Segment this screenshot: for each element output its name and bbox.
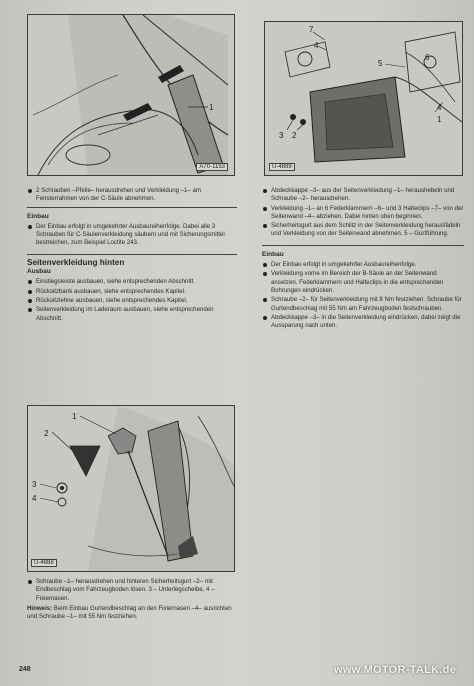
page-number: 248	[19, 666, 31, 673]
divider	[27, 254, 237, 255]
list-item: Schraube –2– für Seitenverkleidung mit 8 Nm festziehen. Schraube für Gurtendbeschlag mit 55 Nm am Fahrzeugboden festschrauben.	[262, 296, 464, 313]
list-item: Abdeckkappe –3– aus der Seitenverkleidung –1– heraushebeln und Schraube –2– herausdrehen.	[262, 187, 464, 204]
callout-6: 6	[425, 53, 430, 62]
figure-side-trim-clips	[264, 21, 463, 176]
list-item: Verkleidung –1– an 6 Federklammern –6– und 3 Halteclips –7– von der Seitenwand –4– abziehen. Dabei hinten oben beginnen.	[262, 205, 464, 222]
ausbau-heading: Ausbau	[27, 268, 51, 276]
hint-note	[27, 605, 237, 622]
list-item: Rücksitzbank ausbauen, siehe entsprechendes Kapitel.	[27, 288, 237, 296]
divider	[262, 245, 464, 246]
list-item: Seitenverkleidung im Laderaum ausbauen, siehe entsprechenden Abschnitt.	[27, 306, 237, 323]
divider	[27, 207, 237, 208]
callout-7: 7	[309, 25, 314, 34]
callout-4: 4	[314, 41, 319, 50]
callout-5: 5	[378, 59, 383, 68]
seat-belt-illustration	[28, 406, 234, 571]
einbau-heading: Einbau	[262, 250, 284, 258]
callout-2: 2	[44, 429, 49, 438]
list-item: Rücksitzlehne ausbauen, siehe entsprechendes Kapitel.	[27, 297, 237, 305]
right-column	[262, 187, 464, 331]
list-item: Einstiegsleiste ausbauen, siehe entsprechenden Abschnitt.	[27, 278, 237, 286]
hint-text: Beim Einbau Gurtendbeschlag an den Fixiernasen –4– ausrichten und Schraube –1– mit 55 Nm festziehen.	[27, 604, 232, 621]
callout-4: 4	[32, 494, 37, 503]
list-item: Sicherheitsgurt aus dem Schlitz in der Seitenverkleidung herausfädeln und Verkleidung von der Seitenwand abnehmen. 5 – Gurtführung.	[262, 222, 464, 239]
hint-label: Hinweis:	[27, 604, 53, 612]
watermark[interactable]: www.MOTOR-TALK.de	[334, 664, 457, 676]
callout-4b: 4	[437, 103, 442, 112]
side-trim-illustration	[265, 22, 462, 175]
left-column-bottom	[27, 578, 237, 621]
callout-1: 1	[437, 115, 442, 124]
callout-1: 1	[209, 103, 214, 112]
list-item: Abdeckkappe –3– in die Seitenverkleidung eindrücken, dabei zeigt die Aussparung nach unten.	[262, 314, 464, 331]
c-pillar-illustration	[28, 15, 234, 175]
list-item: Der Einbau erfolgt in umgekehrter Ausbaureihenfolge. Dabei alle 3 Schrauben für C-Säulenverkleidung säubern und mit Sicherungsmittel bestreichen, zum Beispiel Loctite 243.	[27, 223, 237, 248]
list-item: Verkleidung vorne im Bereich der B-Säule an der Seitenwand ansetzen. Federklammern und Halteclips in die entsprechenden Bohrungen eindrücken.	[262, 270, 464, 295]
list-item: Schraube –1– herausdrehen und hinteren Sicherheitsgurt –2– mit Endbeschlag vom Fahrzeugboden lösen. 3 – Unterlegscheibe, 4 – Fixiernasen.	[27, 578, 237, 603]
figure-id: U-4889	[269, 163, 295, 171]
callout-3: 3	[32, 480, 37, 489]
figure-c-pillar-trim	[27, 14, 235, 176]
list-item: Der Einbau erfolgt in umgekehrter Ausbaureihenfolge.	[262, 261, 464, 269]
callout-2: 2	[292, 131, 297, 140]
figure-id: A70-1153	[196, 163, 228, 171]
section-title: Seitenverkleidung hinten	[27, 257, 125, 267]
figure-seat-belt-anchor	[27, 405, 235, 572]
callout-1: 1	[72, 412, 77, 421]
left-column	[27, 187, 237, 324]
callout-3: 3	[279, 131, 284, 140]
einbau-heading: Einbau	[27, 212, 49, 220]
figure-id: U-4888	[31, 559, 57, 567]
list-item: 2 Schrauben –Pfeile– herausdrehen und Verkleidung –1– am Fensterrahmen von der C-Säule abnehmen.	[27, 187, 237, 204]
